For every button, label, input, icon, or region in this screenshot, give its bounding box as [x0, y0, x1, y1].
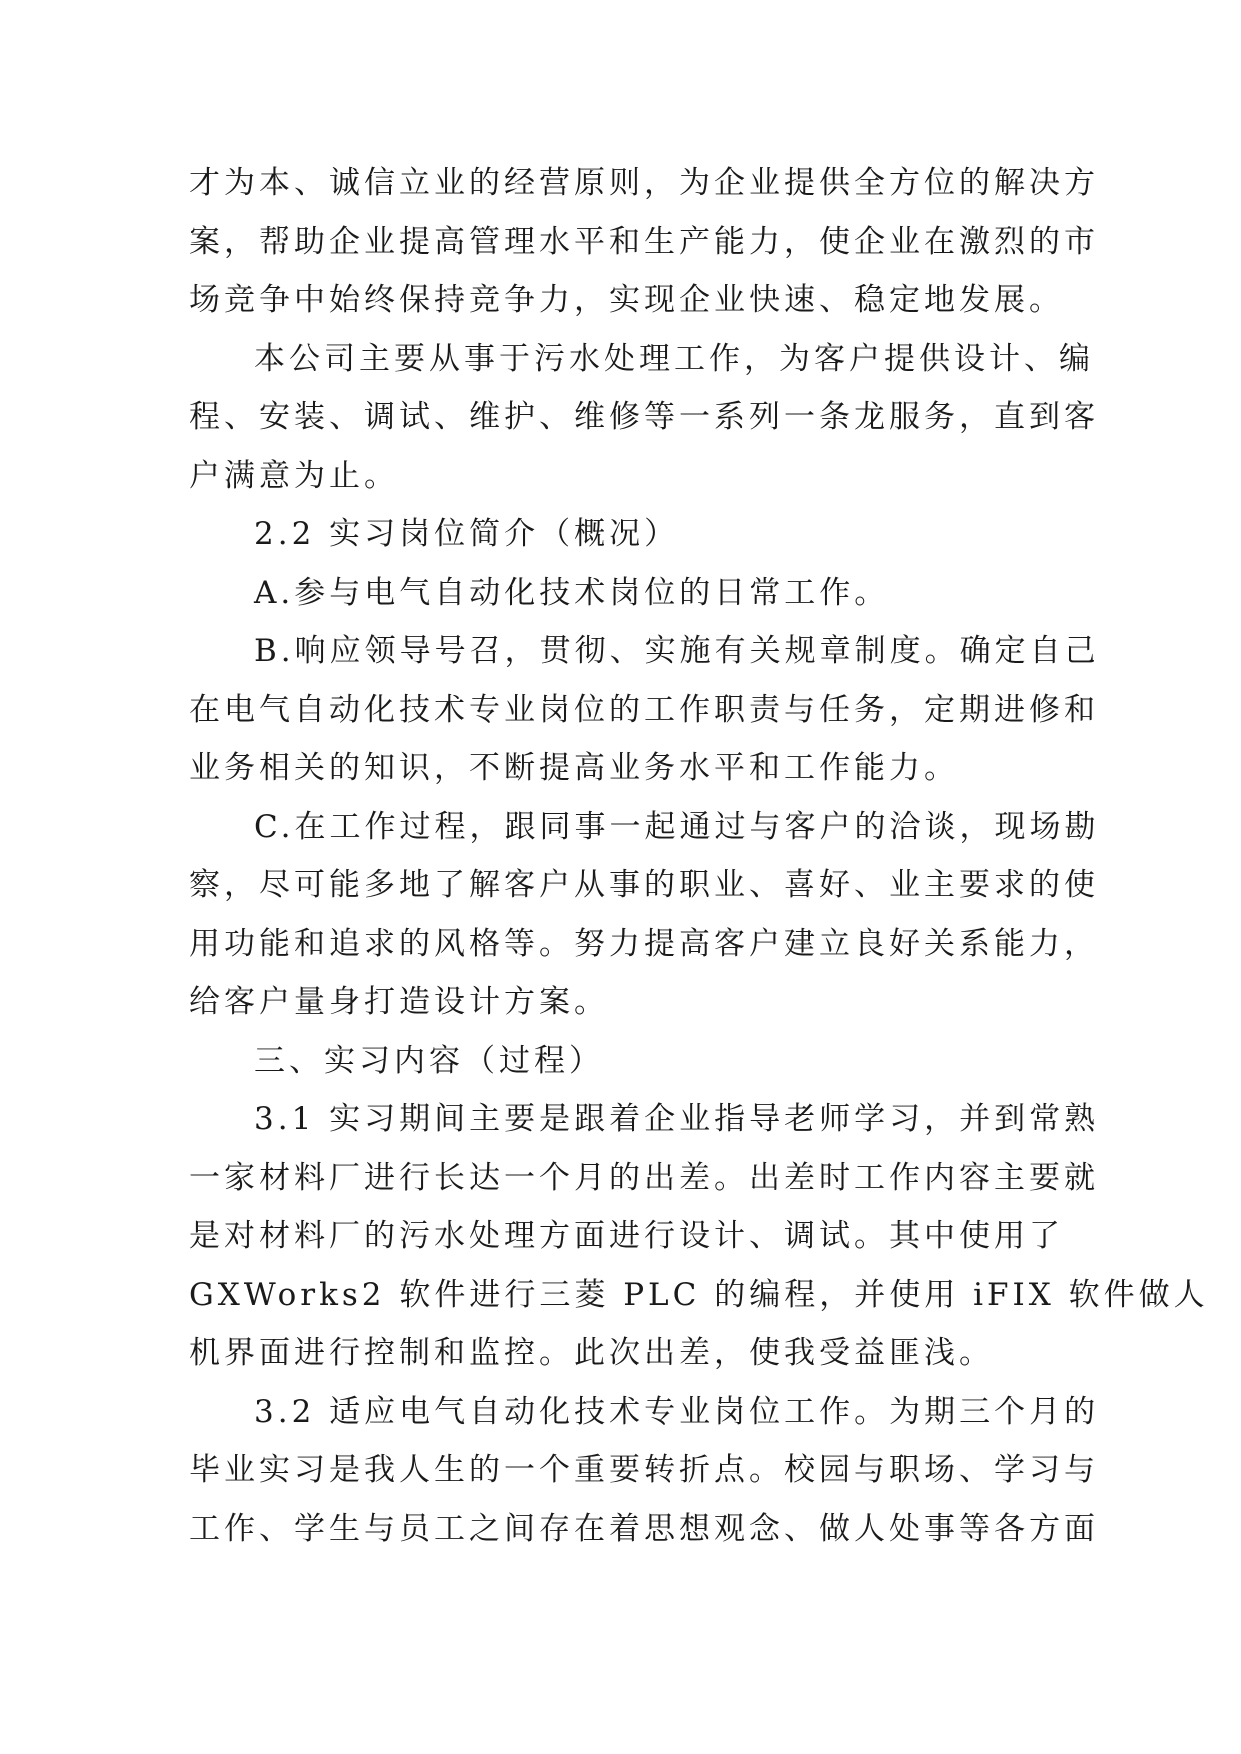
text-line: 给客户量身打造设计方案。	[189, 984, 609, 1020]
text-line: 才为本、诚信立业的经营原则，为企业提供全方位的解决方	[189, 165, 1099, 201]
text-line: 察，尽可能多地了解客户从事的职业、喜好、业主要求的使	[189, 867, 1099, 903]
text-line: 案，帮助企业提高管理水平和生产能力，使企业在激烈的市	[189, 223, 1099, 260]
list-item-b: B.响应领导号召，贯彻、实施有关规章制度。确定自己	[254, 633, 1100, 669]
paragraph-start-line: 本公司主要从事于污水处理工作，为客户提供设计、编	[254, 340, 1094, 377]
text-line: 用功能和追求的风格等。努力提高客户建立良好关系能力，	[189, 925, 1099, 962]
text-line: 机界面进行控制和监控。此次出差，使我受益匪浅。	[189, 1335, 994, 1371]
chapter-heading: 三、实习内容（过程）	[254, 1042, 604, 1079]
text-line: 一家材料厂进行长达一个月的出差。出差时工作内容主要就	[189, 1159, 1099, 1196]
section-heading: 2.2 实习岗位简介（概况）	[254, 516, 680, 552]
document-body	[189, 154, 1209, 1558]
list-item-a: A.参与电气自动化技术岗位的日常工作。	[254, 574, 890, 611]
text-line: 户满意为止。	[189, 457, 399, 494]
text-line: 毕业实习是我人生的一个重要转折点。校园与职场、学习与	[189, 1452, 1099, 1488]
text-line: 工作、学生与员工之间存在着思想观念、做人处事等各方面	[189, 1510, 1099, 1547]
text-line: 是对材料厂的污水处理方面进行设计、调试。其中使用了	[189, 1218, 1064, 1254]
paragraph-start-line: 3.1 实习期间主要是跟着企业指导老师学习，并到常熟	[254, 1101, 1100, 1137]
text-line: 在电气自动化技术专业岗位的工作职责与任务，定期进修和	[189, 691, 1099, 728]
text-line: 程、安装、调试、维护、维修等一系列一条龙服务，直到客	[189, 399, 1099, 435]
paragraph-start-line: 3.2 适应电气自动化技术专业岗位工作。为期三个月的	[254, 1393, 1100, 1430]
list-item-c: C.在工作过程，跟同事一起通过与客户的洽谈，现场勘	[254, 808, 1100, 845]
text-line: 场竞争中始终保持竞争力，实现企业快速、稳定地发展。	[189, 282, 1064, 318]
text-line: GXWorks2 软件进行三菱 PLC 的编程，并使用 iFIX 软件做人	[189, 1276, 1209, 1313]
text-line: 业务相关的知识，不断提高业务水平和工作能力。	[189, 750, 959, 786]
